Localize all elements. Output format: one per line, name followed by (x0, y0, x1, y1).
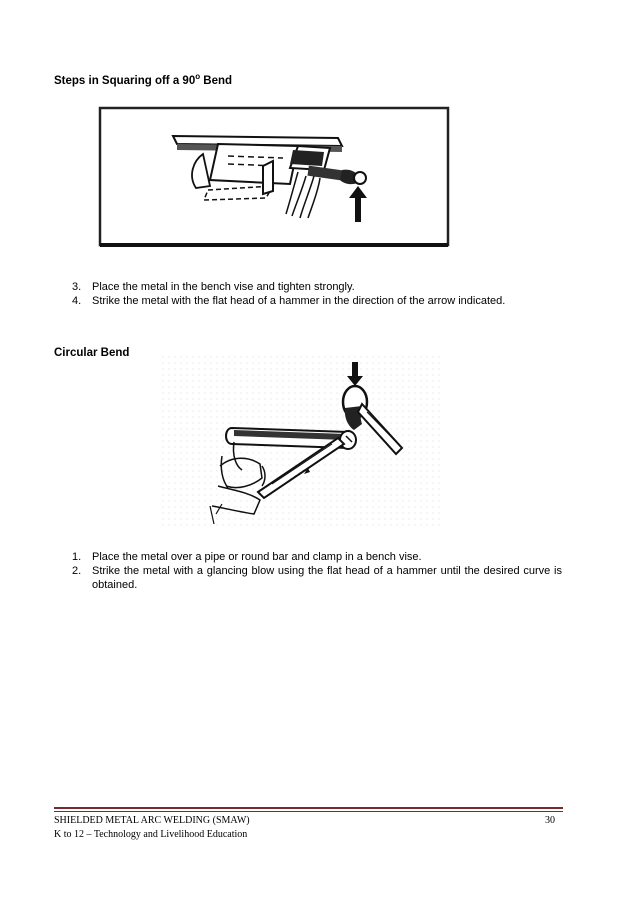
step-number: 2. (72, 565, 82, 577)
step-number: 3. (72, 281, 82, 293)
list-item (54, 294, 574, 308)
vise-hammer-illustration (98, 106, 450, 248)
list-item (54, 564, 562, 592)
pipe-hammer-illustration (162, 356, 444, 526)
squaring-steps-list (54, 280, 574, 308)
footer-title: SHIELDED METAL ARC WELDING (SMAW) (54, 815, 250, 826)
section-heading-circular-bend: Circular Bend (54, 347, 130, 359)
figure-circular-bend (162, 356, 444, 526)
list-item (54, 280, 574, 294)
circular-bend-steps-list (54, 550, 562, 592)
step-text: Strike the metal with the flat head of a hammer in the direction of the arrow indicated. (92, 295, 506, 307)
page-number: 30 (545, 815, 555, 826)
list-item (54, 550, 562, 564)
step-text: Place the metal in the bench vise and tighten strongly. (92, 281, 355, 293)
step-text: Place the metal over a pipe or round bar and clamp in a bench vise. (92, 551, 422, 563)
footer-divider-thin (54, 811, 563, 812)
footer-subtitle: K to 12 – Technology and Livelihood Education (54, 829, 248, 840)
figure-squaring-bend (98, 106, 450, 248)
heading-text-end: Bend (200, 74, 233, 87)
step-text: Strike the metal with a glancing blow using the flat head of a hammer until the desired curve is obtained. (92, 565, 562, 591)
step-number: 4. (72, 295, 82, 307)
heading-text: Steps in Squaring off a 90 (54, 74, 196, 87)
footer-divider (54, 807, 563, 809)
degree-symbol: o (195, 72, 201, 81)
section-heading-squaring (54, 72, 232, 87)
step-number: 1. (72, 551, 82, 563)
